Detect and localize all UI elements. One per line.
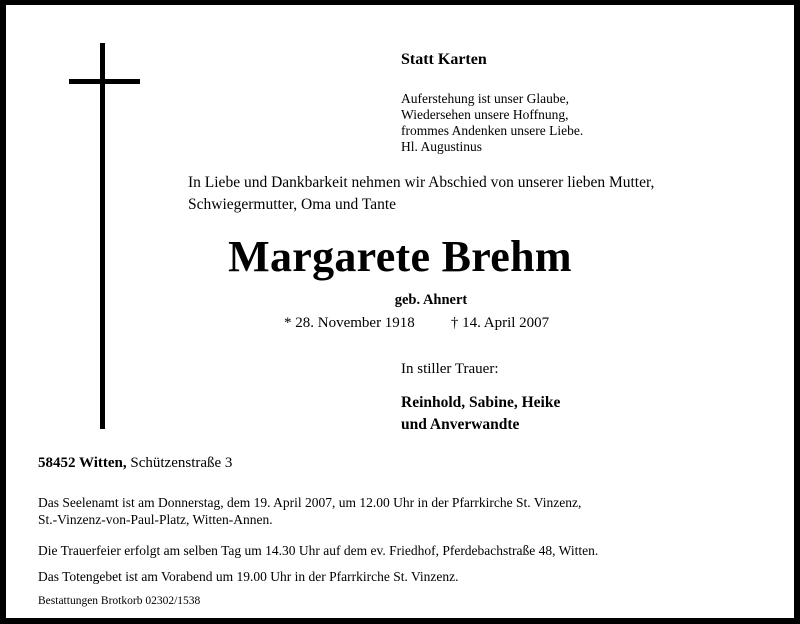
family-address — [38, 455, 232, 472]
requiem-mass-info — [38, 494, 581, 528]
intro-line: In Liebe und Dankbarkeit nehmen wir Abschied von unserer lieben Mutter, — [188, 174, 655, 191]
funeral-info: Die Trauerfeier erfolgt am selben Tag um 14.30 Uhr auf dem ev. Friedhof, Pferdebachstraße 48, Witten. — [38, 543, 599, 558]
address-city: 58452 Witten, — [38, 455, 127, 471]
quote-line: Auferstehung ist unser Glaube, — [401, 91, 569, 106]
notice-heading: Statt Karten — [401, 51, 487, 68]
maiden-name: geb. Ahnert — [394, 292, 468, 308]
deceased-name: Margarete Brehm — [228, 232, 572, 281]
intro-line: Schwiegermutter, Oma und Tante — [188, 196, 397, 213]
undertaker-info: Bestattungen Brotkorb 02302/1538 — [38, 595, 201, 607]
requiem-line: St.-Vinzenz-von-Paul-Platz, Witten-Annen. — [38, 512, 273, 527]
prayer-info: Das Totengebet ist am Vorabend um 19.00 Uhr in der Pfarrkirche St. Vinzenz. — [38, 569, 459, 584]
cross-horizontal-bar — [69, 79, 140, 84]
birth-date: * 28. November 1918 — [284, 315, 415, 331]
mourners-line: und Anverwandte — [401, 416, 520, 433]
address-street: Schützenstraße 3 — [130, 455, 233, 471]
quote-author: Hl. Augustinus — [401, 139, 483, 154]
mourning-label: In stiller Trauer: — [401, 361, 499, 377]
life-dates — [284, 315, 549, 332]
quote-block — [401, 91, 583, 155]
quote-line: frommes Andenken unsere Liebe. — [401, 123, 584, 138]
death-date: † 14. April 2007 — [450, 315, 550, 331]
mourners-list — [401, 392, 560, 436]
mourners-line: Reinhold, Sabine, Heike — [401, 394, 561, 411]
quote-line: Wiedersehen unsere Hoffnung, — [401, 107, 569, 122]
intro-text — [188, 172, 654, 216]
requiem-line: Das Seelenamt ist am Donnerstag, dem 19. April 2007, um 12.00 Uhr in der Pfarrkirche St. Vinzenz, — [38, 495, 582, 510]
